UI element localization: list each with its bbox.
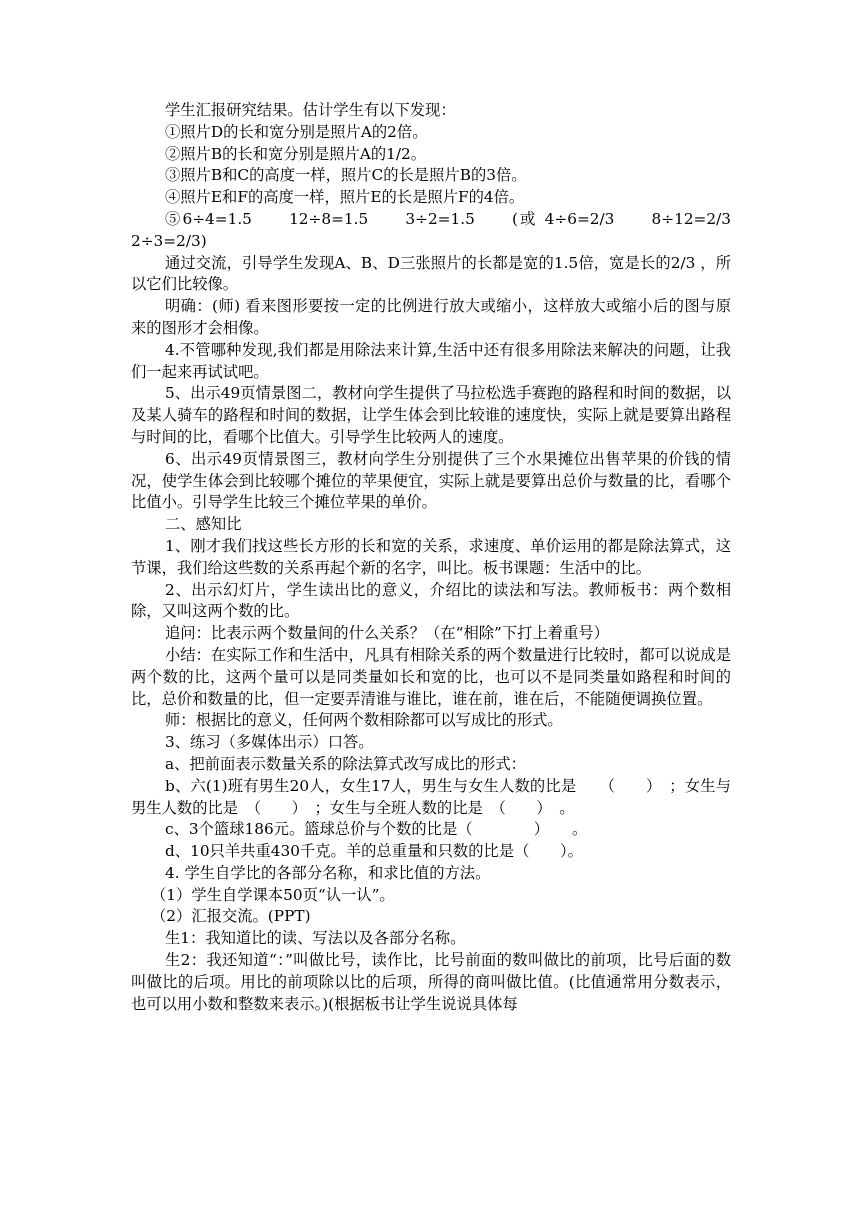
- paragraph: 4.不管哪种发现,我们都是用除法来计算,生活中还有很多用除法来解决的问题，让我们一起来再试试吧。: [131, 340, 731, 381]
- paragraph: 明确：(师) 看来图形要按一定的比例进行放大或缩小，这样放大或缩小后的图与原来的图形才会相像。: [131, 297, 731, 337]
- paragraph: （2）汇报交流。(PPT): [151, 907, 311, 926]
- document-page: [131, 100, 762, 1015]
- paragraph: 师：根据比的意义，任何两个数相除都可以写成比的形式。: [165, 711, 563, 730]
- paragraph: 2、出示幻灯片，学生读出比的意义，介绍比的读法和写法。教师板书：两个数相除，又叫这两个数的比。: [131, 580, 731, 621]
- paragraph: ②照片B的长和宽分别是照片A的1/2。: [165, 144, 427, 163]
- paragraph: 小结：在实际工作和生活中，凡具有相除关系的两个数量进行比较时，都可以说成是两个数的比，这两个量可以是同类量如长和宽的比，也可以不是同类量如路程和时间的比，总价和数量的比，但一定要弄清谁与谁比，谁在前，谁在后，不能随便调换位置。: [131, 645, 731, 708]
- paragraph: 通过交流，引导学生发现A、B、D三张照片的长都是宽的1.5倍，宽是长的2/3 ，所以它们比较像。: [131, 253, 731, 294]
- paragraph: 学生汇报研究结果。估计学生有以下发现：: [165, 101, 456, 119]
- paragraph: 5、出示49页情景图二，教材向学生提供了马拉松选手赛跑的路程和时间的数据，以及某人骑车的路程和时间的数据，让学生体会到比较谁的速度快，实际上就是要算出路程与时间的比，看哪个比值大。引导学生比较两人的速度。: [131, 384, 731, 446]
- paragraph: ④照片E和F的高度一样，照片E的长是照片F的4倍。: [165, 188, 525, 207]
- paragraph: 6、出示49页情景图三，教材向学生分别提供了三个水果摊位出售苹果的价钱的情况，使学生体会到比较哪个摊位的苹果便宜，实际上就是要算出总价与数量的比，看哪个比值小。引导学生比较三个摊位苹果的单价。: [131, 449, 731, 512]
- paragraph: ③照片B和C的高度一样，照片C的长是照片B的3倍。: [165, 166, 527, 185]
- paragraph: 1、刚才我们找这些长方形的长和宽的关系，求速度、单价运用的都是除法算式，这节课，我们给这些数的关系再起个新的名字，叫比。板书课题：生活中的比。: [131, 536, 731, 577]
- paragraph: ①照片D的长和宽分别是照片A的2倍。: [165, 122, 428, 141]
- paragraph: ⑤6÷4=1.5 12÷8=1.5 3÷2=1.5 (或 4÷6=2/3 8÷12=2/3 2÷3=2/3): [131, 209, 762, 250]
- paragraph: 生1：我知道比的读、写法以及各部分名称。: [165, 929, 466, 948]
- paragraph: 3、练习（多媒体出示）口答。: [165, 733, 374, 752]
- paragraph: d、10只羊共重430千克。羊的总重量和只数的比是（ ）。: [165, 842, 583, 861]
- paragraph: 追问：比表示两个数量间的什么关系？（在“相除”下打上着重号）: [165, 624, 609, 643]
- paragraph: b、六(1)班有男生20人，女生17人，男生与女生人数的比是 （ ） ；女生与男生人数的比是 （ ） ；女生与全班人数的比是 （ ） 。: [131, 776, 731, 817]
- paragraph: 生2：我还知道“：”叫做比号，读作比，比号前面的数叫做比的前项，比号后面的数叫做比的后项。用比的前项除以比的后项，所得的商叫做比值。(比值通常用分数表示，也可以用小数和整数来表示。)(根据板书让学生说说具体每: [131, 951, 731, 1013]
- paragraph: a、把前面表示数量关系的除法算式改写成比的形式：: [165, 754, 526, 773]
- paragraph: c、3个篮球186元。篮球总价与个数的比是（ ） 。: [165, 820, 588, 839]
- paragraph: 二、感知比: [165, 515, 242, 534]
- paragraph: 4. 学生自学比的各部分名称，和求比值的方法。: [165, 863, 491, 882]
- paragraph: （1）学生自学课本50页“认一认”。: [151, 885, 395, 904]
